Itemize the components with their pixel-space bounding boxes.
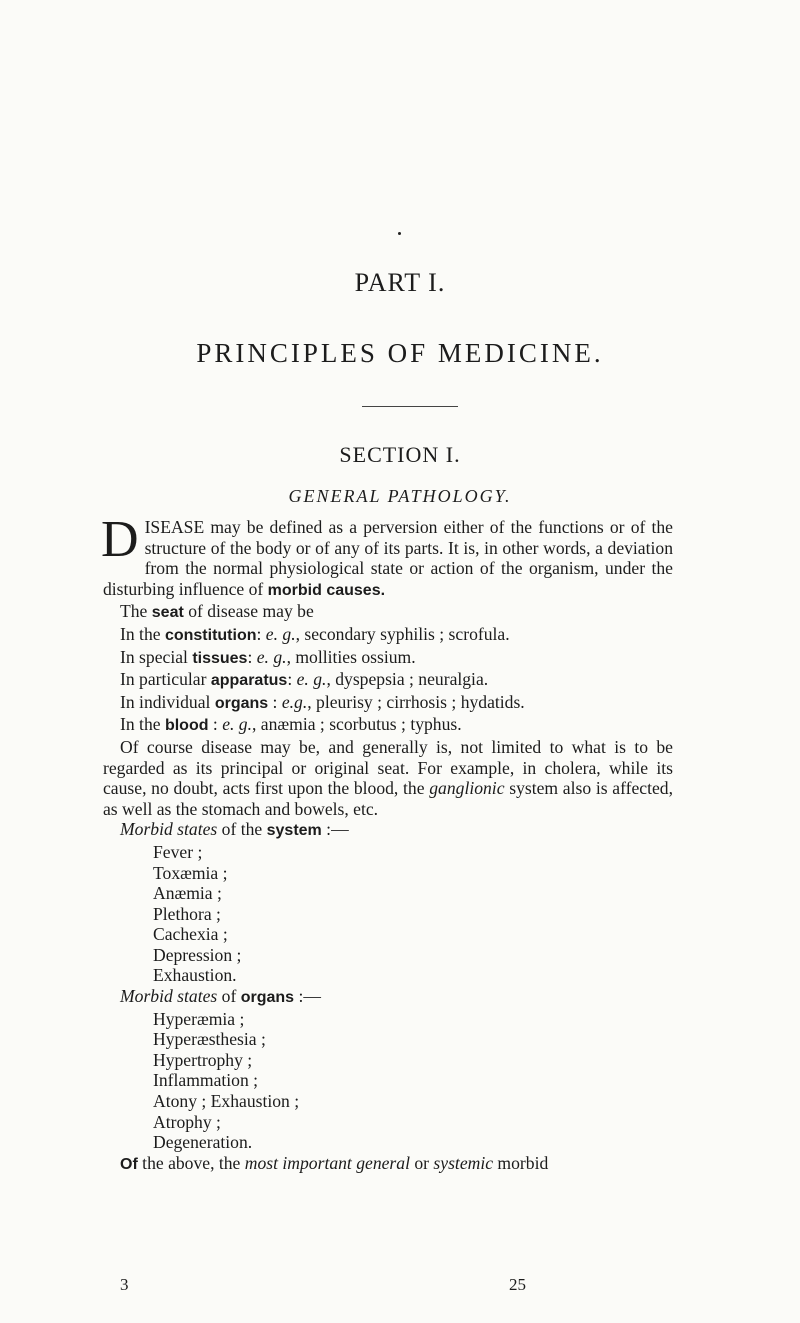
seat-item: In the blood : e. g., anæmia ; scorbutus ; typhus.	[120, 714, 462, 735]
list-item: Cachexia ;	[153, 924, 228, 945]
list-item: Atrophy ;	[153, 1111, 221, 1132]
seat-item: In individual organs : e.g., pleurisy ; cirrhosis ; hydatids.	[120, 691, 525, 712]
list-item: Hyperæmia ;	[153, 1008, 245, 1029]
section-subtitle: GENERAL PATHOLOGY.	[288, 486, 512, 506]
list-item: Toxæmia ;	[153, 862, 228, 883]
system-heading: Morbid states of the system :—	[120, 819, 349, 840]
list-item: Fever ;	[153, 841, 203, 862]
list-item: Anæmia ;	[153, 883, 222, 904]
main-title: PRINCIPLES OF MEDICINE.	[196, 338, 604, 368]
list-item: Hyperæsthesia ;	[153, 1029, 266, 1050]
seat-item: In the constitution: e. g., secondary syphilis ; scrofula.	[120, 623, 510, 644]
list-item: Exhaustion.	[153, 965, 237, 986]
page-number: 25	[509, 1275, 526, 1294]
seat-lead: The seat of disease may be	[120, 601, 314, 622]
title-divider	[362, 406, 458, 407]
list-item: Hypertrophy ;	[153, 1049, 253, 1070]
signature-mark: 3	[120, 1275, 129, 1294]
list-item: Plethora ;	[153, 903, 221, 924]
course-paragraph: Of course disease may be, and generally is, not limited to what is to be regarded as its principal or original seat. For example, in cholera, while its cause, no doubt, acts first upon the blood, the ganglionic system also is affected, as well as the stomach and bowels, etc.	[103, 736, 674, 819]
closing-line: Of the above, the most important general or systemic morbid	[120, 1152, 549, 1173]
intro-paragraph: DISEASE may be defined as a perversion either of the functions or of the structure of the body or of any of its parts. It is, in other words, a deviation from the normal physiological state or action of the organism, under the disturbing influence of morbid causes.	[101, 511, 673, 599]
organs-heading: Morbid states of organs :—	[120, 986, 321, 1007]
list-item: Depression ;	[153, 944, 242, 965]
seat-item: In special tissues: e. g., mollities ossium.	[120, 646, 416, 667]
seat-item: In particular apparatus: e. g., dyspepsia ; neuralgia.	[120, 669, 489, 690]
part-title: PART I.	[354, 268, 446, 297]
list-item: Atony ; Exhaustion ;	[153, 1091, 300, 1112]
page-footer	[103, 1275, 673, 1295]
list-item: Degeneration.	[153, 1132, 253, 1153]
drop-cap: D	[101, 511, 139, 568]
body-text	[101, 511, 674, 1175]
printer-dot	[398, 232, 401, 235]
list-item: Inflammation ;	[153, 1070, 259, 1091]
section-title: SECTION I.	[339, 442, 461, 467]
